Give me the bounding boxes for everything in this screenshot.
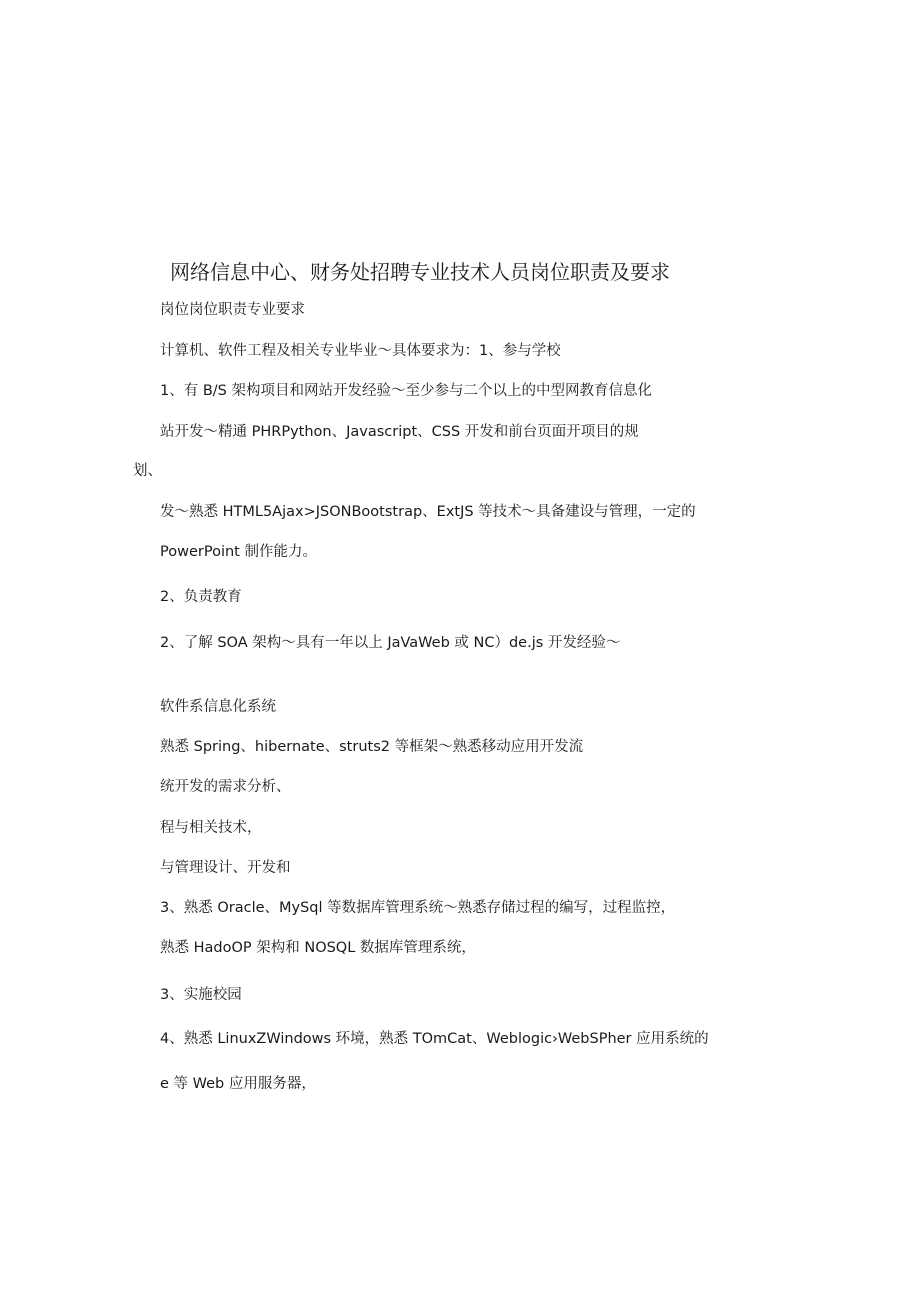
text-line: 计算机、软件工程及相关专业毕业～具体要求为：1、参与学校 [160,343,561,359]
text-line: 1、有 B/S 架构项目和网站开发经验～至少参与二个以上的中型网教育信息化 [160,383,652,399]
text-line: 3、熟悉 Oracle、MySql 等数据库管理系统～熟悉存储过程的编写，过程监控， [160,900,676,916]
text-line: 4、熟悉 LinuxZWindows 环境，熟悉 TOmCat、Weblogic›WebSPher 应用系统的 [160,1031,709,1047]
text-line: PowerPoint 制作能力。 [160,544,317,560]
text-line: 2、负责教育 [160,589,242,605]
text-line: 发～熟悉 HTML5Ajax>JSONBootstrap、ExtJS 等技术～具备建设与管理，一定的 [160,504,696,520]
text-line: 熟悉 HadoOP 架构和 NOSQL 数据库管理系统， [160,940,476,956]
text-line: 程与相关技术， [160,820,262,836]
text-line: 软件系信息化系统 [160,699,276,715]
text-line: 3、实施校园 [160,987,242,1003]
text-line: 岗位岗位职责专业要求 [160,302,305,318]
text-line: 统开发的需求分析、 [160,779,291,795]
document-title: 网络信息中心、财务处招聘专业技术人员岗位职责及要求 [170,260,670,284]
text-line: 划、 [133,463,162,479]
text-line: 与管理设计、开发和 [160,860,291,876]
text-line: e 等 Web 应用服务器， [160,1076,316,1092]
text-line: 熟悉 Spring、hibernate、struts2 等框架～熟悉移动应用开发流 [160,739,584,755]
text-line: 2、了解 SOA 架构～具有一年以上 JaVaWeb 或 NC）de.js 开发经验～ [160,635,621,651]
text-line: 站开发～精通 PHRPython、Javascript、CSS 开发和前台页面开项目的规 [160,424,639,440]
